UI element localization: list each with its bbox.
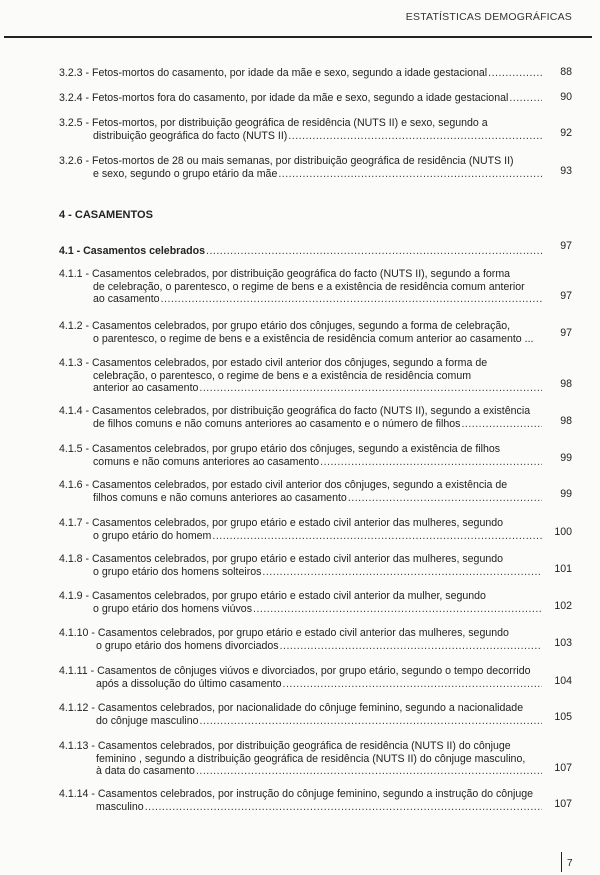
toc-page-number: 93 [560,165,572,177]
toc-entry[interactable] [59,117,542,142]
toc-page-number: 107 [554,762,572,774]
toc-entry-text: 4.1.11 - Casamentos de cônjuges viúvos e divorciados, por grupo etário, segundo o tempo decorrido [59,665,531,677]
leader-dots [206,245,542,258]
toc-entry[interactable] [59,627,542,652]
toc-entry-text: 4.1.6 - Casamentos celebrados, por estado civil anterior dos cônjuges, segundo a existência de [59,479,508,491]
footer-rule [561,852,562,872]
toc-entry[interactable] [59,740,542,778]
toc-entry-text: o grupo etário dos homens divorciados [96,639,279,652]
toc-entry[interactable] [59,405,542,430]
toc-entry[interactable] [59,268,542,306]
toc-page-number: 97 [560,240,572,252]
toc-entry-text: e sexo, segundo o grupo etário da mãe [93,167,278,180]
leader-dots [509,92,542,105]
toc-page-number: 90 [560,91,572,103]
leader-dots [253,603,542,616]
toc-page-number: 104 [554,675,572,687]
toc-entry[interactable] [59,788,542,813]
toc-page-number: 103 [554,637,572,649]
leader-dots [161,293,542,306]
toc-entry-text: comuns e não comuns anteriores ao casamento [93,455,320,468]
toc-page-number: 99 [560,488,572,500]
toc-entry-text: o grupo etário dos homens viúvos [93,602,252,615]
toc-page-number: 97 [560,290,572,302]
leader-dots [348,492,542,505]
toc-entry-text: o grupo etário do homem [93,529,212,542]
section-title: 4 - CASAMENTOS [59,209,153,221]
toc-page-number: 101 [554,563,572,575]
toc-entry[interactable] [59,155,542,180]
toc-entry[interactable] [59,702,542,727]
toc-entry-text: 3.2.6 - Fetos-mortos de 28 ou mais semanas, por distribuição geográfica de residência (NUTS II) [59,155,514,167]
leader-dots [145,801,542,814]
toc-entry-text: 4.1.13 - Casamentos celebrados, por distribuição geográfica de residência (NUTS II) do cônjuge [59,740,511,752]
toc-page-number: 102 [554,600,572,612]
toc-page-number: 88 [560,66,572,78]
toc-entry-text: 4.1.2 - Casamentos celebrados, por grupo etário dos cônjuges, segundo a forma de celebração, [59,320,511,332]
leader-dots [278,168,542,181]
toc-entry-text: 4.1.3 - Casamentos celebrados, por estado civil anterior dos cônjuges, segundo a forma de [59,357,488,369]
toc-entry-text: distribuição geográfica do facto (NUTS II) [93,129,288,142]
leader-dots [488,67,542,80]
toc-page-number: 98 [560,378,572,390]
toc-entry-text: do cônjuge masculino [96,714,199,727]
toc-entry-text: 3.2.4 - Fetos-mortos fora do casamento, por idade da mãe e sexo, segundo a idade gestacional [59,92,509,104]
toc-entry-text: 4.1.7 - Casamentos celebrados, por grupo etário e estado civil anterior das mulheres, segundo [59,517,504,529]
toc-entry[interactable] [59,320,542,345]
leader-dots [196,765,542,778]
toc-entry[interactable] [59,479,542,504]
toc-entry-text: filhos comuns e não comuns anteriores ao casamento [93,491,347,504]
toc-page-number: 92 [560,127,572,139]
leader-dots [461,418,542,431]
toc-entry[interactable] [59,357,542,395]
leader-dots [199,382,542,395]
leader-dots [212,530,542,543]
toc-entry[interactable] [59,553,542,578]
toc-page-number: 100 [554,526,572,538]
leader-dots [199,715,542,728]
toc-entry-text: 4.1.14 - Casamentos celebrados, por instrução do cônjuge feminino, segundo a instrução do cônjuge [59,788,534,800]
toc-entry-text: após a dissolução do último casamento [96,677,282,690]
toc-entry-text: de celebração, o parentesco, o regime de bens e a existência de residência comum anterior [93,280,525,293]
toc-page-number: 105 [554,711,572,723]
toc-entry-text: o grupo etário dos homens solteiros [93,565,262,578]
toc-entry-text: 4.1.1 - Casamentos celebrados, por distribuição geográfica do facto (NUTS II), segundo a forma [59,268,511,280]
toc-entry-text: anterior ao casamento [93,382,199,394]
leader-dots [262,566,542,579]
toc-entry-text: à data do casamento [96,765,195,777]
toc-entry-text: masculino [96,800,144,813]
toc-entry[interactable] [59,665,542,690]
toc-entry[interactable] [59,245,542,258]
toc-page-number: 98 [560,415,572,427]
toc-entry-text: 3.2.5 - Fetos-mortos, por distribuição geográfica de residência (NUTS II) e sexo, segundo a [59,117,488,129]
toc-entry-text: 4.1.4 - Casamentos celebrados, por distribuição geográfica do facto (NUTS II), segundo a existência [59,405,531,417]
toc-entry-text: 3.2.3 - Fetos-mortos do casamento, por idade da mãe e sexo, segundo a idade gestacional [59,67,488,79]
toc-entry-text: 4.1.10 - Casamentos celebrados, por grupo etário e estado civil anterior das mulheres, segundo [59,627,509,639]
header-rule [4,36,592,38]
toc-entry-text: 4.1.5 - Casamentos celebrados, por grupo etário dos cônjuges, segundo a existência de filhos [59,443,501,455]
toc-page-number: 97 [560,327,572,339]
toc-entry-text: o parentesco, o regime de bens e a existência de residência comum anterior ao casamento ... [93,332,534,345]
page-number: 7 [567,858,573,869]
leader-dots [288,130,542,143]
leader-dots [283,678,543,691]
toc-entry-text: 4.1.8 - Casamentos celebrados, por grupo etário e estado civil anterior das mulheres, segundo [59,553,504,565]
leader-dots [280,640,542,653]
toc-page-number: 107 [554,798,572,810]
toc-entry-text: de filhos comuns e não comuns anteriores ao casamento e o número de filhos [93,417,461,430]
toc-entry-text: ao casamento [93,293,160,305]
header-title: ESTATÍSTICAS DEMOGRÁFICAS [405,11,572,23]
toc-entry-text: 4.1.12 - Casamentos celebrados, por nacionalidade do cônjuge feminino, segundo a nacionalidade [59,702,524,714]
toc-entry[interactable] [59,92,542,105]
toc-entry[interactable] [59,67,542,80]
leader-dots [320,456,542,469]
toc-entry-text: 4.1.9 - Casamentos celebrados, por grupo etário e estado civil anterior da mulher, segundo [59,590,486,602]
toc-entry-text: feminino , segundo a distribuição geográfica de residência (NUTS II) do cônjuge masculino, [96,752,526,765]
toc-entry-text: 4.1 - Casamentos celebrados [59,245,206,257]
toc-entry[interactable] [59,590,542,615]
toc-page-number: 99 [560,452,572,464]
toc-entry[interactable] [59,517,542,542]
toc-entry[interactable] [59,443,542,468]
toc-entry-text: celebração, o parentesco, o regime de bens e a existência de residência comum [93,369,472,382]
